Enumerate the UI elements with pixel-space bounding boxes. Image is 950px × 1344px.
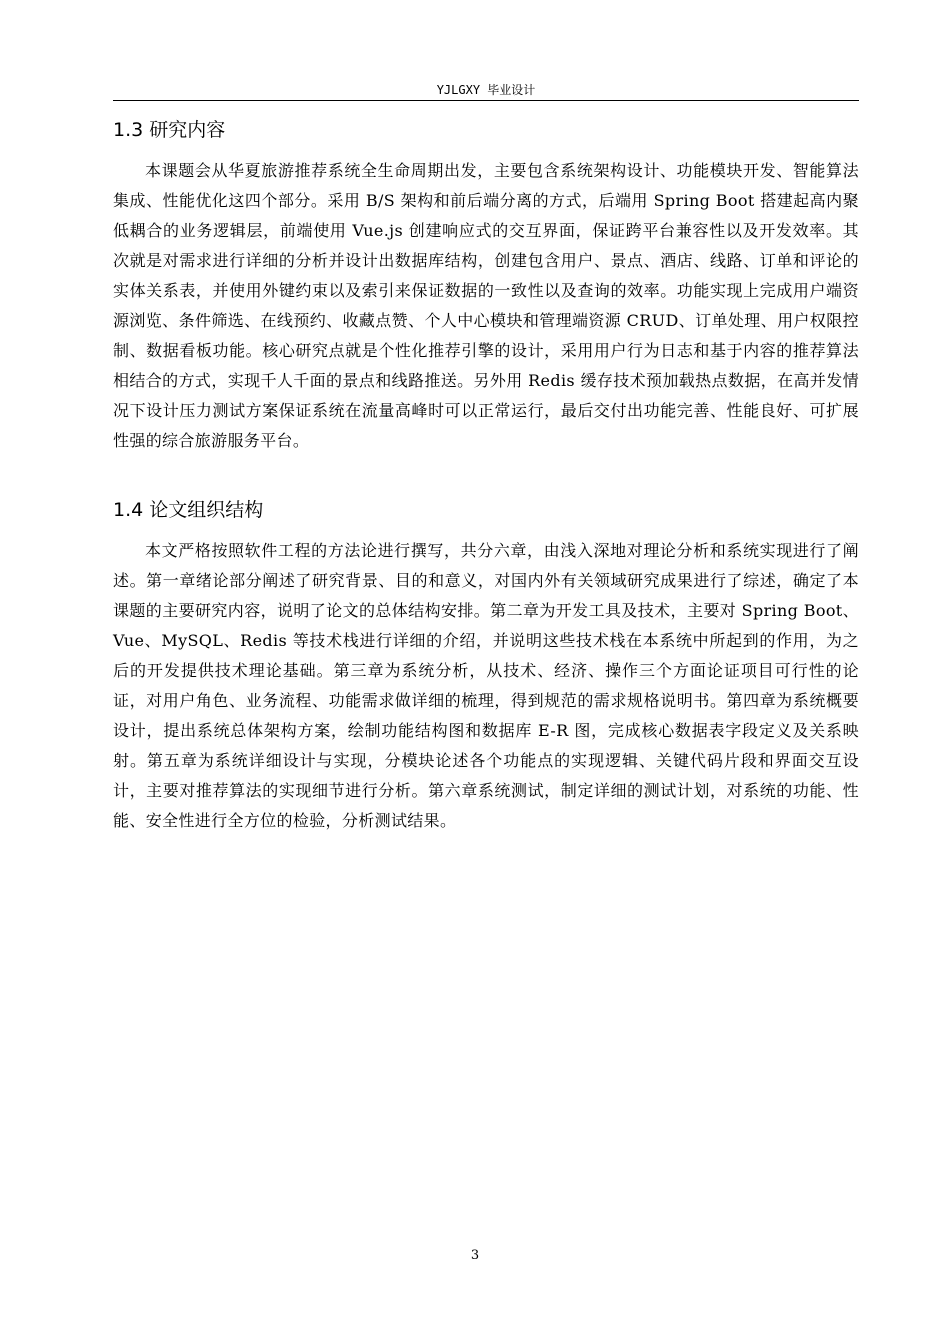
- page-header: [113, 80, 859, 101]
- document-body: [113, 112, 859, 836]
- page-number: 3: [470, 1248, 480, 1263]
- section-paragraph: 本文严格按照软件工程的方法论进行撰写，共分六章，由浅入深地对理论分析和系统实现进行了阐述。第一章绪论部分阐述了研究背景、目的和意义，对国内外有关领域研究成果进行了综述，确定了本课题的主要研究内容，说明了论文的总体结构安排。第二章为开发工具及技术，主要对 Spring Boot、Vue、MySQL、Redis 等技术栈进行详细的介绍，并说明这些技术栈在本系统中所起到的作用，为之后的开发提供技术理论基础。第三章为系统分析，从技术、经济、操作三个方面论证项目可行性的论证，对用户角色、业务流程、功能需求做详细的梳理，得到规范的需求规格说明书。第四章为系统概要设计，提出系统总体架构方案，绘制功能结构图和数据库 E-R 图，完成核心数据表字段定义及关系映射。第五章为系统详细设计与实现，分模块论述各个功能点的实现逻辑、关键代码片段和界面交互设计，主要对推荐算法的实现细节进行分析。第六章系统测试，制定详细的测试计划，对系统的功能、性能、安全性进行全方位的检验，分析测试结果。: [113, 541, 859, 830]
- section-thesis-structure: [113, 492, 859, 836]
- section-research-content: [113, 112, 859, 456]
- section-heading: 1.4 论文组织结构: [113, 499, 264, 521]
- header-title: YJLGXY 毕业设计: [436, 83, 536, 97]
- section-paragraph: 本课题会从华夏旅游推荐系统全生命周期出发，主要包含系统架构设计、功能模块开发、智能算法集成、性能优化这四个部分。采用 B/S 架构和前后端分离的方式，后端用 Spring Boot 搭建起高内聚低耦合的业务逻辑层，前端使用 Vue.js 创建响应式的交互界面，保证跨平台兼容性以及开发效率。其次就是对需求进行详细的分析并设计出数据库结构，创建包含用户、景点、酒店、线路、订单和评论的实体关系表，并使用外键约束以及索引来保证数据的一致性以及查询的效率。功能实现上完成用户端资源浏览、条件筛选、在线预约、收藏点赞、个人中心模块和管理端资源 CRUD、订单处理、用户权限控制、数据看板功能。核心研究点就是个性化推荐引擎的设计，采用用户行为日志和基于内容的推荐算法相结合的方式，实现千人千面的景点和线路推送。另外用 Redis 缓存技术预加载热点数据，在高并发情况下设计压力测试方案保证系统在流量高峰时可以正常运行，最后交付出功能完善、性能良好、可扩展性强的综合旅游服务平台。: [113, 161, 859, 450]
- section-heading: 1.3 研究内容: [113, 119, 226, 141]
